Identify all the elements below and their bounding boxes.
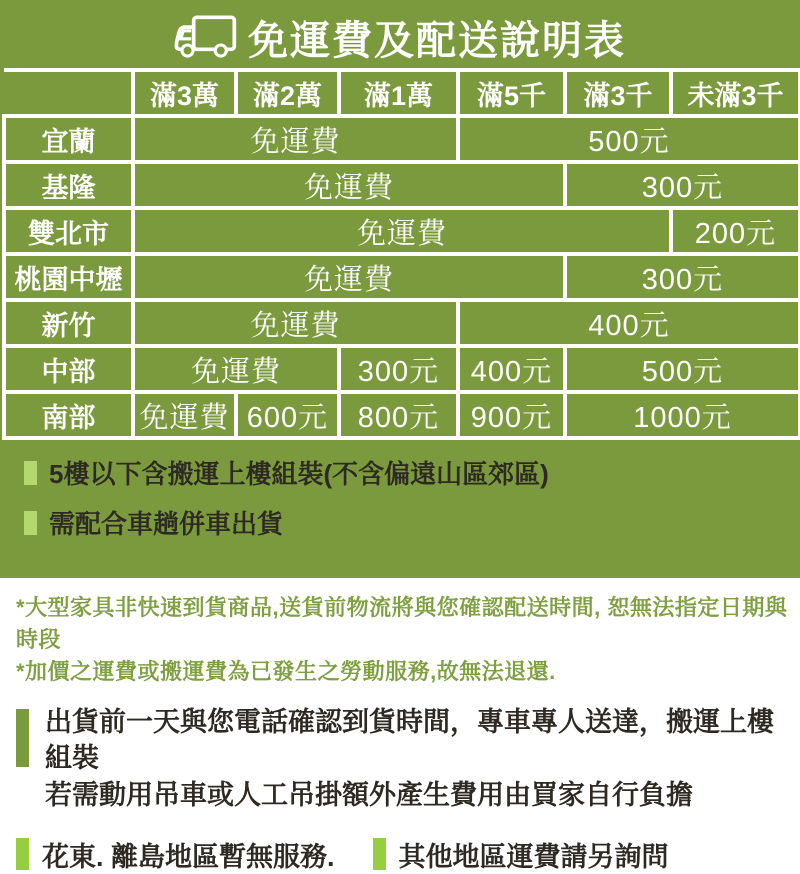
- shipping-fee-table: [2, 68, 800, 440]
- free-shipping-cell: 免運費: [133, 300, 458, 346]
- disclaimer-line: *加價之運費或搬運費為已發生之勞動服務,故無法退還.: [16, 658, 556, 684]
- region-label: 南部: [4, 392, 133, 438]
- green-bar-icon: [16, 838, 29, 870]
- header-over-20k: 滿2萬: [236, 70, 339, 116]
- olive-bar-icon: [16, 709, 29, 767]
- delivery-note: [16, 704, 790, 813]
- table-row: [4, 392, 800, 438]
- footer-notes: [16, 835, 790, 874]
- table-header-row: [4, 70, 800, 116]
- disclaimer-line: *大型家具非快速到貨商品,送貨前物流將與您確認配送時間, 恕無法指定日期與時段: [16, 595, 788, 652]
- header-under-3k: 未滿3千: [671, 70, 800, 116]
- delivery-note-line: 出貨前一天與您電話確認到貨時間，專車專人送達，搬運上樓組裝: [45, 706, 774, 774]
- region-label: 桃園中壢: [4, 254, 133, 300]
- table-row: [4, 116, 800, 162]
- fee-cell: 400元: [458, 346, 565, 392]
- note-item: [24, 504, 800, 541]
- table-row: [4, 346, 800, 392]
- page-title: 免運費及配送說明表: [248, 18, 626, 63]
- fee-cell: 300元: [339, 346, 458, 392]
- table-row: [4, 162, 800, 208]
- region-label: 宜蘭: [4, 116, 133, 162]
- region-label: 基隆: [4, 162, 133, 208]
- table-row: [4, 254, 800, 300]
- note-text: 需配合車趟併車出貨: [49, 509, 284, 539]
- bullet-square-icon: [24, 461, 37, 485]
- green-bar-icon: [373, 838, 386, 870]
- fee-cell: 300元: [565, 254, 800, 300]
- region-label: 中部: [4, 346, 133, 392]
- fee-cell: 200元: [671, 208, 800, 254]
- fee-cell: 500元: [565, 346, 800, 392]
- fee-cell: 1000元: [565, 392, 800, 438]
- disclaimer-notes: [16, 592, 790, 688]
- fee-cell: 800元: [339, 392, 458, 438]
- header-over-30k: 滿3萬: [133, 70, 236, 116]
- header-over-3k: 滿3千: [565, 70, 671, 116]
- free-shipping-cell: 免運費: [133, 208, 671, 254]
- fee-cell: 900元: [458, 392, 565, 438]
- fee-cell: 500元: [458, 116, 800, 162]
- note-text: 5樓以下含搬運上樓組裝(不含偏遠山區郊區): [49, 459, 549, 489]
- corner-cell: [4, 70, 133, 116]
- free-shipping-cell: 免運費: [133, 346, 339, 392]
- delivery-truck-icon: [174, 14, 238, 60]
- free-shipping-cell: 免運費: [133, 254, 565, 300]
- free-shipping-cell: 免運費: [133, 116, 458, 162]
- fee-cell: 600元: [236, 392, 339, 438]
- green-notes: [24, 454, 800, 541]
- note-item: [24, 454, 800, 491]
- table-row: [4, 300, 800, 346]
- header-over-10k: 滿1萬: [339, 70, 458, 116]
- table-row: [4, 208, 800, 254]
- region-label: 雙北市: [4, 208, 133, 254]
- details-panel: [0, 578, 800, 874]
- bullet-square-icon: [24, 511, 37, 535]
- footer-note-other-areas: [373, 835, 669, 874]
- free-shipping-cell: 免運費: [133, 162, 565, 208]
- delivery-note-text: [45, 704, 790, 813]
- free-shipping-cell: 免運費: [133, 392, 236, 438]
- fee-cell: 400元: [458, 300, 800, 346]
- delivery-note-line: 若需動用吊車或人工吊掛額外產生費用由買家自行負擔: [45, 779, 693, 810]
- header-over-5k: 滿5千: [458, 70, 565, 116]
- title-bar: [0, 6, 800, 68]
- footer-note-text: 花東. 離島地區暫無服務.: [42, 841, 335, 872]
- footer-note-east-islands: [16, 835, 335, 874]
- fee-cell: 300元: [565, 162, 800, 208]
- region-label: 新竹: [4, 300, 133, 346]
- footer-note-text: 其他地區運費請另詢問: [398, 841, 669, 872]
